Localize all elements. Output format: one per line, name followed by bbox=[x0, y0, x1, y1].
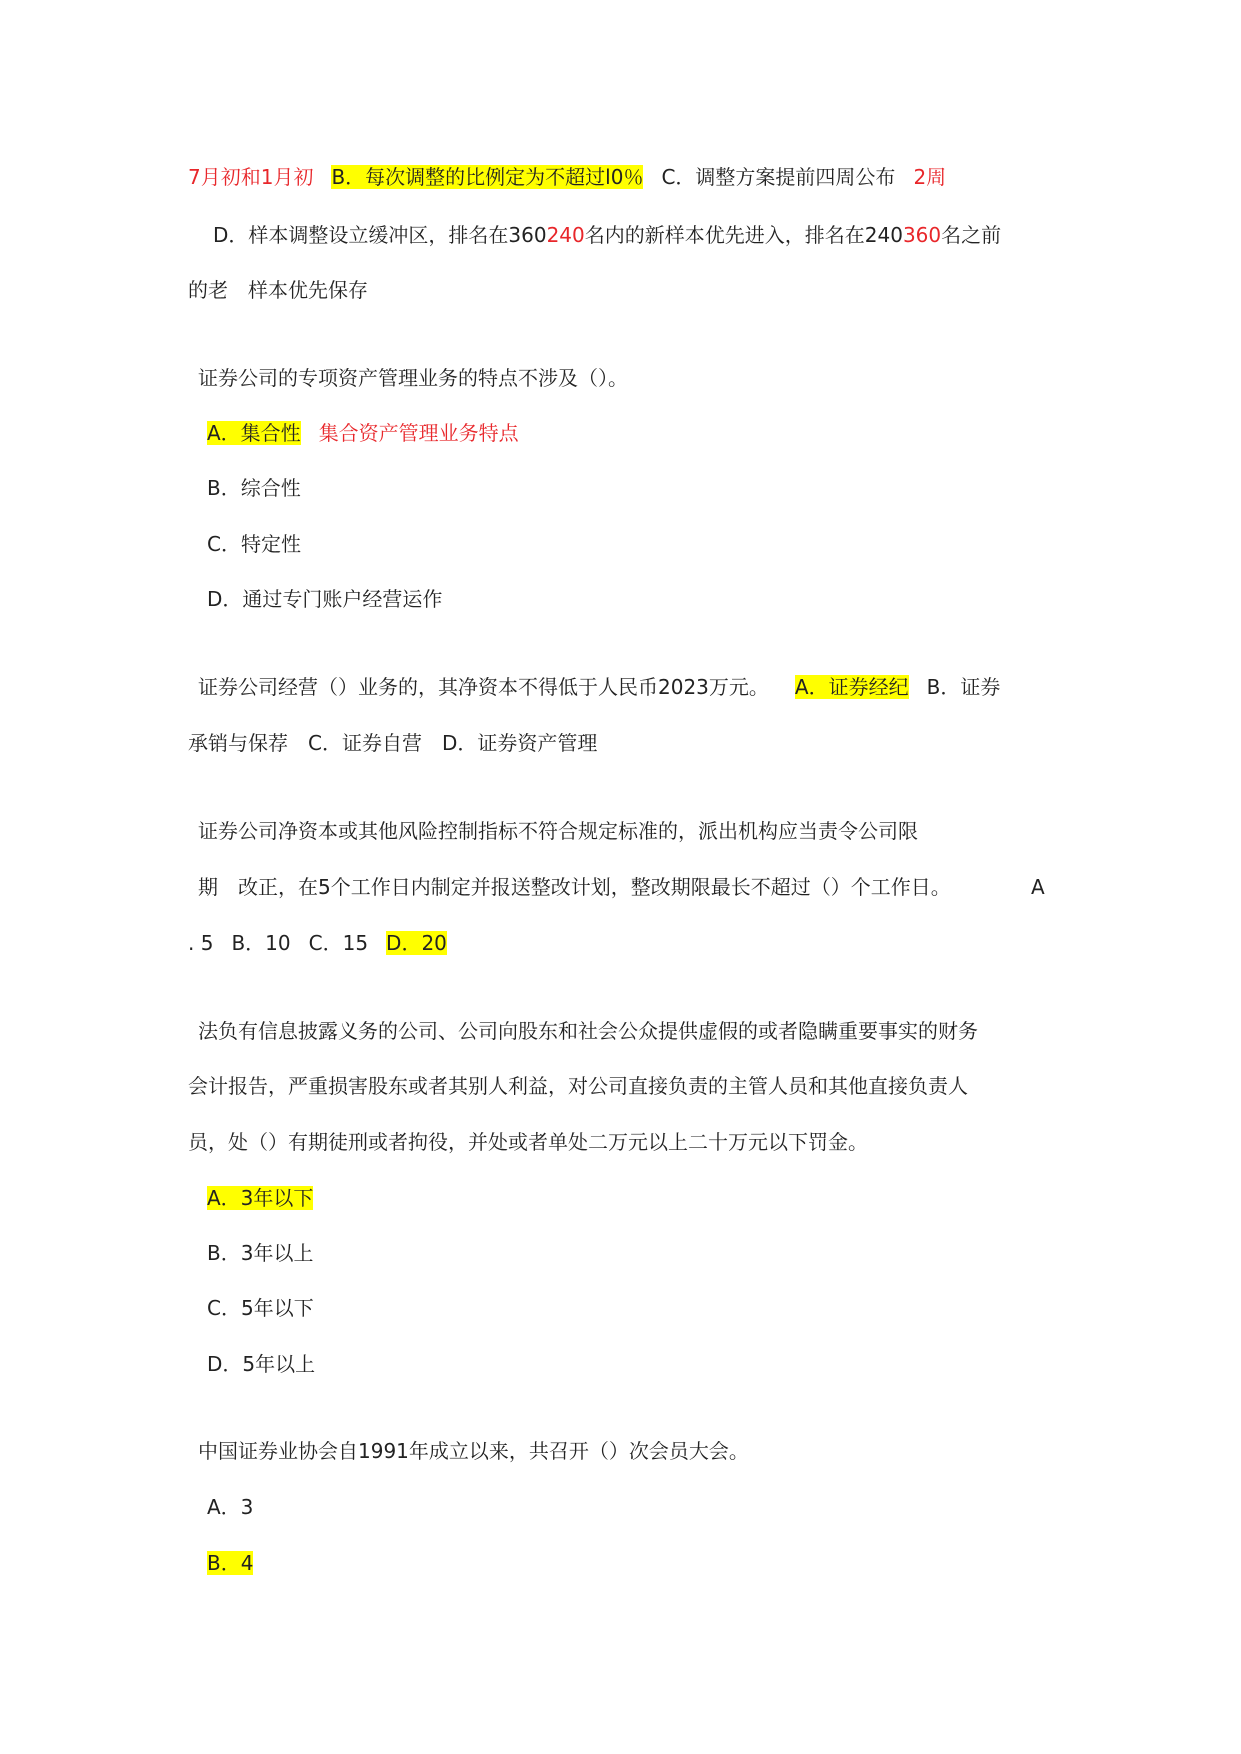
q0-answer-c: 2周 bbox=[913, 165, 947, 189]
q5-option-a: A．3 bbox=[207, 1495, 254, 1519]
q0-option-d-part3: 名之前 bbox=[941, 223, 1002, 247]
q2-option-a: A．证券经纪 bbox=[794, 675, 909, 699]
q4-option-a-row bbox=[207, 1184, 313, 1212]
q3-option-b: B．10 bbox=[231, 931, 291, 955]
q1-note-a: 集合资产管理业务特点 bbox=[318, 421, 519, 445]
q3-line-1: 证券公司净资本或其他风险控制指标不符合规定标准的，派出机构应当责令公司限 bbox=[198, 819, 918, 843]
q3-option-c: C．15 bbox=[308, 931, 369, 955]
q1-option-b: B．综合性 bbox=[207, 476, 301, 500]
q3-line-3 bbox=[188, 929, 447, 957]
q5-option-b-row bbox=[207, 1549, 253, 1577]
q4-line-3: 员，处（）有期徒刑或者拘役，并处或者单处二万元以上二十万元以下罚金。 bbox=[188, 1130, 868, 1154]
q1-question: 证券公司的专项资产管理业务的特点不涉及（）。 bbox=[198, 366, 628, 390]
q3-option-a-start: A bbox=[1031, 875, 1045, 899]
q4-option-a: A．3年以下 bbox=[207, 1186, 314, 1210]
q2-option-b-part: B．证券 bbox=[926, 675, 1001, 699]
q0-option-c: C．调整方案提前四周公布 bbox=[661, 165, 896, 189]
q2-line-2: 承销与保荐 C．证券自营 D．证券资产管理 bbox=[188, 731, 598, 755]
q2-line-1 bbox=[198, 673, 1000, 701]
q5-option-b: B．4 bbox=[207, 1551, 254, 1575]
q3-line-2: 期 改正，在5个工作日内制定并报送整改计划，整改期限最长不超过（）个工作日。 bbox=[198, 875, 951, 899]
q1-option-a-row bbox=[207, 419, 519, 447]
q3-option-a-value: . 5 bbox=[188, 931, 214, 955]
q0-line-3: 的老 样本优先保存 bbox=[188, 278, 368, 302]
q0-option-d-part2: 名内的新样本优先进入，排名在240 bbox=[584, 223, 903, 247]
q4-option-c: C．5年以下 bbox=[207, 1296, 314, 1320]
q0-option-d-part1: D．样本调整设立缓冲区，排名在360 bbox=[213, 223, 547, 247]
q1-option-a: A．集合性 bbox=[207, 421, 301, 445]
q1-option-d: D．通过专门账户经营运作 bbox=[207, 587, 443, 611]
q4-option-d: D．5年以上 bbox=[207, 1352, 316, 1376]
q3-option-d: D．20 bbox=[386, 931, 447, 955]
q4-line-2: 会计报告，严重损害股东或者其别人利益，对公司直接负责的主管人员和其他直接负责人 bbox=[188, 1074, 968, 1098]
q0-option-b: B．每次调整的比例定为不超过l0％ bbox=[331, 165, 644, 189]
q0-option-d-red2: 360 bbox=[902, 223, 942, 247]
q5-question: 中国证券业协会自1991年成立以来，共召开（）次会员大会。 bbox=[198, 1439, 749, 1463]
q4-option-b: B．3年以上 bbox=[207, 1241, 314, 1265]
q0-line-1 bbox=[188, 163, 946, 191]
q0-line-2 bbox=[213, 221, 1001, 249]
q2-question: 证券公司经营（）业务的，其净资本不得低于人民币2023万元。 bbox=[198, 675, 769, 699]
q4-line-1: 法负有信息披露义务的公司、公司向股东和社会公众提供虚假的或者隐瞒重要事实的财务 bbox=[198, 1019, 978, 1043]
q0-option-d-red1: 240 bbox=[546, 223, 585, 247]
q0-answer-a: 7月初和1月初 bbox=[188, 165, 314, 189]
q1-option-c: C．特定性 bbox=[207, 532, 301, 556]
